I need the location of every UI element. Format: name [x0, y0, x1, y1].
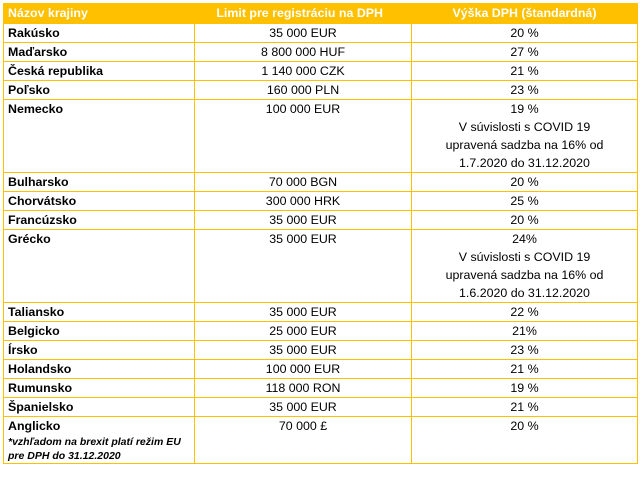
registration-limit-cell: 35 000 EUR	[195, 398, 412, 417]
table-row	[4, 341, 638, 360]
country-cell	[4, 230, 195, 303]
vat-rate-cell	[412, 379, 638, 398]
vat-rate-value: 21 %	[510, 64, 539, 78]
vat-rate-cell	[412, 341, 638, 360]
brexit-footnote: pre DPH do 31.12.2020	[8, 450, 121, 462]
vat-rate-value: 21%	[512, 324, 537, 338]
vat-rate-value: 27 %	[510, 45, 539, 59]
country-name: Grécko	[8, 232, 51, 246]
table-row	[4, 173, 638, 192]
registration-limit-cell: 118 000 RON	[195, 379, 412, 398]
table-row	[4, 43, 638, 62]
country-cell	[4, 322, 195, 341]
registration-limit-cell: 35 000 EUR	[195, 211, 412, 230]
country-cell	[4, 341, 195, 360]
vat-rate-value: 20 %	[510, 175, 539, 189]
vat-rate-value: 21 %	[510, 400, 539, 414]
country-cell	[4, 211, 195, 230]
vat-rate-cell	[412, 230, 638, 303]
table-header-row	[4, 3, 638, 24]
covid-note: 1.6.2020 do 31.12.2020	[459, 286, 590, 300]
vat-rate-cell	[412, 62, 638, 81]
vat-rate-cell	[412, 24, 638, 43]
vat-rate-value: 20 %	[510, 26, 539, 40]
country-name: Holandsko	[8, 362, 72, 376]
vat-table	[3, 3, 638, 464]
brexit-footnote: *vzhľadom na brexit platí režim EU	[8, 436, 181, 448]
header-country: Názov krajiny	[4, 3, 195, 24]
registration-limit-cell: 8 800 000 HUF	[195, 43, 412, 62]
country-cell	[4, 173, 195, 192]
covid-note: V súvislosti s COVID 19	[458, 250, 591, 264]
header-vat-rate: Výška DPH (štandardná)	[412, 3, 638, 24]
registration-limit-cell: 100 000 EUR	[195, 100, 412, 173]
vat-rate-value: 20 %	[510, 419, 539, 433]
table-row	[4, 360, 638, 379]
vat-rate-cell	[412, 360, 638, 379]
country-name: Nemecko	[8, 102, 64, 116]
registration-limit-cell: 35 000 EUR	[195, 303, 412, 322]
country-name: Rakúsko	[8, 26, 60, 40]
country-name: Belgicko	[8, 324, 60, 338]
country-cell	[4, 398, 195, 417]
country-cell	[4, 303, 195, 322]
country-name: Česká republika	[8, 64, 104, 78]
vat-rate-cell	[412, 303, 638, 322]
covid-note: upravená sadzba na 16% od	[445, 138, 604, 152]
country-cell	[4, 417, 195, 464]
vat-rate-cell	[412, 81, 638, 100]
vat-rate-cell	[412, 173, 638, 192]
table-row	[4, 62, 638, 81]
covid-note: upravená sadzba na 16% od	[445, 268, 604, 282]
table-row	[4, 81, 638, 100]
table-row	[4, 322, 638, 341]
table-body	[4, 24, 638, 464]
vat-rate-cell	[412, 43, 638, 62]
table-row	[4, 24, 638, 43]
registration-limit-cell: 300 000 HRK	[195, 192, 412, 211]
vat-rate-value: 20 %	[510, 213, 539, 227]
table-row	[4, 100, 638, 173]
vat-rate-value: 19 %	[510, 102, 539, 116]
table-row	[4, 398, 638, 417]
country-name: Chorvátsko	[8, 194, 77, 208]
covid-note: 1.7.2020 do 31.12.2020	[459, 156, 590, 170]
header-registration-limit: Limit pre registráciu na DPH	[195, 3, 412, 24]
country-cell	[4, 379, 195, 398]
country-cell	[4, 81, 195, 100]
covid-note: V súvislosti s COVID 19	[458, 120, 591, 134]
table-row	[4, 211, 638, 230]
vat-rate-value: 19 %	[510, 381, 539, 395]
country-name: Rumunsko	[8, 381, 73, 395]
table-row	[4, 303, 638, 322]
vat-rate-value: 23 %	[510, 83, 539, 97]
country-name: Bulharsko	[8, 175, 69, 189]
registration-limit-cell: 160 000 PLN	[195, 81, 412, 100]
country-cell	[4, 360, 195, 379]
country-cell	[4, 24, 195, 43]
table-row	[4, 192, 638, 211]
vat-rate-cell	[412, 398, 638, 417]
country-name: Poľsko	[8, 83, 50, 97]
registration-limit-cell: 1 140 000 CZK	[195, 62, 412, 81]
registration-limit-cell: 70 000 £	[195, 417, 412, 464]
registration-limit-cell: 35 000 EUR	[195, 341, 412, 360]
country-name: Maďarsko	[8, 45, 68, 59]
registration-limit-cell: 25 000 EUR	[195, 322, 412, 341]
registration-limit-cell: 35 000 EUR	[195, 24, 412, 43]
vat-rate-cell	[412, 417, 638, 464]
vat-rate-cell	[412, 192, 638, 211]
table-row	[4, 230, 638, 303]
vat-rate-cell	[412, 211, 638, 230]
country-name: Francúzsko	[8, 213, 77, 227]
vat-rate-value: 24%	[512, 232, 537, 246]
country-cell	[4, 100, 195, 173]
country-cell	[4, 62, 195, 81]
country-name: Taliansko	[8, 305, 65, 319]
registration-limit-cell: 100 000 EUR	[195, 360, 412, 379]
vat-rate-value: 25 %	[510, 194, 539, 208]
country-name: Anglicko	[8, 419, 61, 433]
table-row	[4, 417, 638, 464]
country-name: Španielsko	[8, 400, 74, 414]
vat-rate-value: 22 %	[510, 305, 539, 319]
table-row	[4, 379, 638, 398]
vat-rate-value: 21 %	[510, 362, 539, 376]
vat-rate-cell	[412, 100, 638, 173]
vat-rate-cell	[412, 322, 638, 341]
registration-limit-cell: 70 000 BGN	[195, 173, 412, 192]
registration-limit-cell: 35 000 EUR	[195, 230, 412, 303]
country-cell	[4, 43, 195, 62]
country-cell	[4, 192, 195, 211]
vat-rate-value: 23 %	[510, 343, 539, 357]
country-name: Írsko	[8, 343, 38, 357]
